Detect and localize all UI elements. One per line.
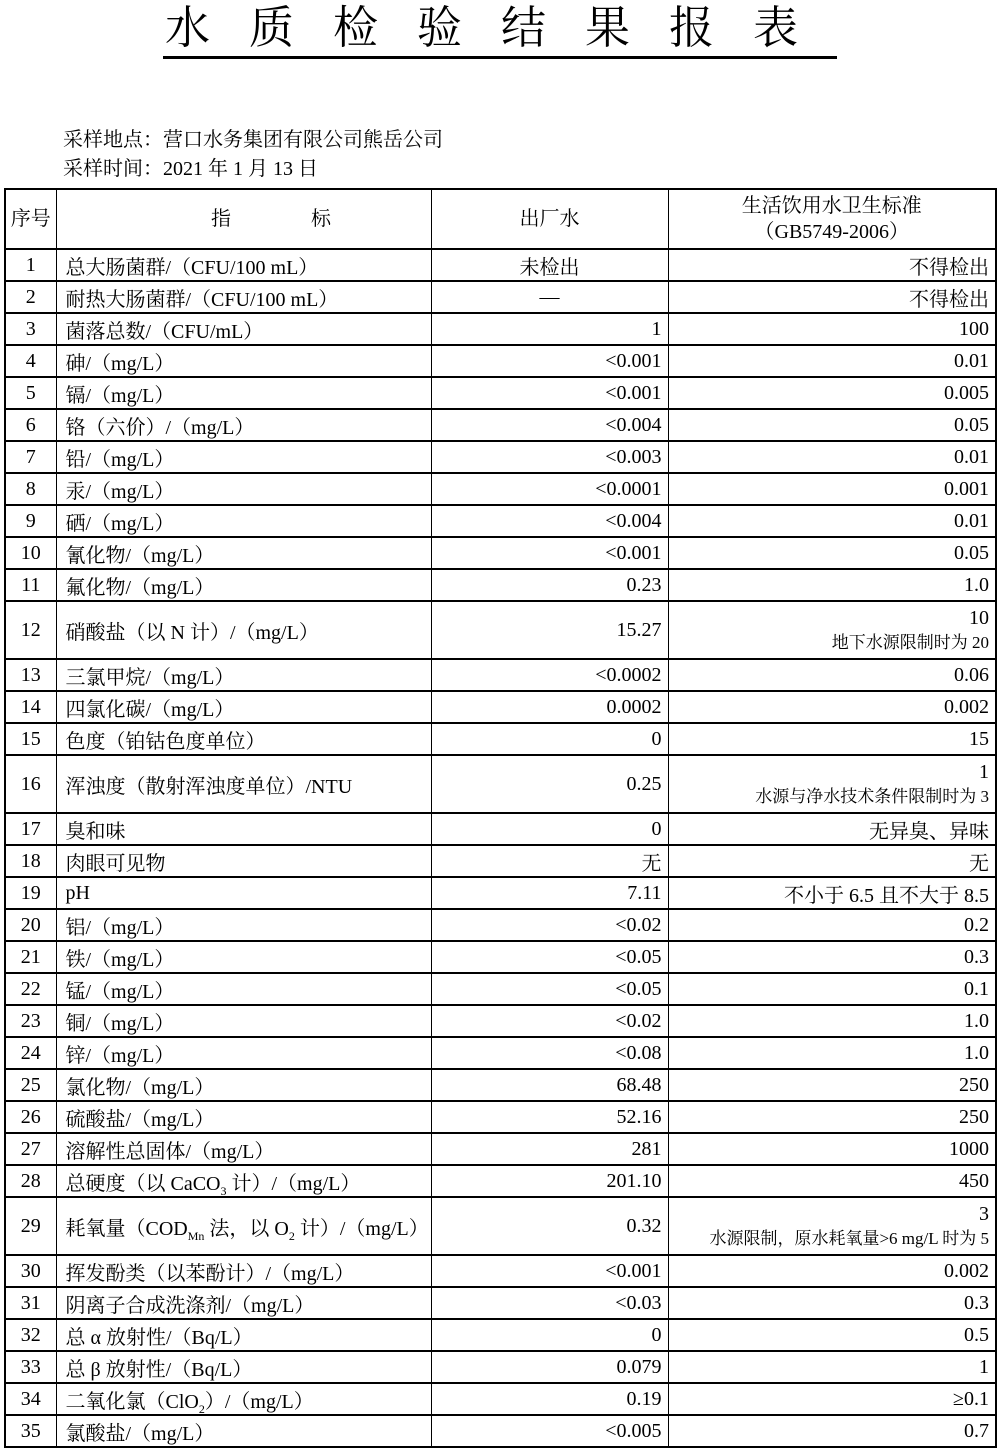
standard-limit: 0.1 — [668, 973, 996, 1005]
table-row — [5, 1319, 996, 1351]
col-header-no: 序号 — [5, 189, 56, 249]
indicator-label: 总 α 放射性/（Bq/L） — [56, 1319, 431, 1351]
row-number: 24 — [5, 1037, 56, 1069]
table-row — [5, 1133, 996, 1165]
standard-limit: 0.01 — [668, 441, 996, 473]
standard-limit — [668, 601, 996, 659]
standard-limit — [668, 1197, 996, 1255]
row-number: 27 — [5, 1133, 56, 1165]
indicator-label: 硒/（mg/L） — [56, 505, 431, 537]
factory-water-value: <0.0001 — [431, 473, 668, 505]
standard-limit: 无异臭、异味 — [668, 813, 996, 845]
indicator-label: 铅/（mg/L） — [56, 441, 431, 473]
factory-water-value: <0.02 — [431, 909, 668, 941]
factory-water-value: 0.23 — [431, 569, 668, 601]
report-title-wrap — [0, 3, 1000, 59]
indicator-label: 锰/（mg/L） — [56, 973, 431, 1005]
standard-limit: 1.0 — [668, 1005, 996, 1037]
standard-limit — [668, 755, 996, 813]
factory-water-value: 0.32 — [431, 1197, 668, 1255]
factory-water-value: <0.001 — [431, 345, 668, 377]
row-number: 23 — [5, 1005, 56, 1037]
sample-meta — [63, 126, 443, 184]
factory-water-value: 0.079 — [431, 1351, 668, 1383]
table-row — [5, 1101, 996, 1133]
table-row — [5, 601, 996, 659]
standard-limit: 15 — [668, 723, 996, 755]
factory-water-value: 0.19 — [431, 1383, 668, 1415]
factory-water-value: <0.005 — [431, 1415, 668, 1447]
factory-water-value: 0 — [431, 813, 668, 845]
factory-water-value: <0.001 — [431, 537, 668, 569]
indicator-label: 挥发酚类（以苯酚计）/（mg/L） — [56, 1255, 431, 1287]
table-row — [5, 845, 996, 877]
table-row — [5, 313, 996, 345]
factory-water-value: <0.03 — [431, 1287, 668, 1319]
indicator-label: 镉/（mg/L） — [56, 377, 431, 409]
header-row — [5, 189, 996, 249]
row-number: 35 — [5, 1415, 56, 1447]
col-header-standard — [668, 189, 996, 249]
factory-water-value: <0.004 — [431, 505, 668, 537]
indicator-label: 铬（六价）/（mg/L） — [56, 409, 431, 441]
report-title: 水质检验结果报表 — [163, 3, 837, 59]
sample-location-line: 采样地点：营口水务集团有限公司熊岳公司 — [63, 129, 443, 151]
factory-water-value: 7.11 — [431, 877, 668, 909]
table-row — [5, 1037, 996, 1069]
standard-limit-value: 3 — [979, 1202, 989, 1225]
indicator-label: 铜/（mg/L） — [56, 1005, 431, 1037]
row-number: 14 — [5, 691, 56, 723]
factory-water-value: 未检出 — [431, 249, 668, 281]
row-number: 31 — [5, 1287, 56, 1319]
standard-limit: 0.3 — [668, 941, 996, 973]
row-number: 34 — [5, 1383, 56, 1415]
table-row — [5, 691, 996, 723]
standard-limit-value: 1 — [979, 760, 989, 783]
table-row — [5, 941, 996, 973]
factory-water-value: <0.08 — [431, 1037, 668, 1069]
standard-limit: 450 — [668, 1165, 996, 1197]
indicator-label: 菌落总数/（CFU/mL） — [56, 313, 431, 345]
standard-limit: 1.0 — [668, 1037, 996, 1069]
standard-limit-note: 水源限制，原水耗氧量>6 mg/L 时为 5 — [709, 1228, 989, 1248]
table-row — [5, 1287, 996, 1319]
factory-water-value: 0 — [431, 1319, 668, 1351]
row-number: 32 — [5, 1319, 56, 1351]
table-row — [5, 1415, 996, 1447]
row-number: 28 — [5, 1165, 56, 1197]
indicator-label: 色度（铂钴色度单位） — [56, 723, 431, 755]
factory-water-value: 15.27 — [431, 601, 668, 659]
table-row — [5, 281, 996, 313]
standard-limit: 0.5 — [668, 1319, 996, 1351]
row-number: 5 — [5, 377, 56, 409]
standard-limit: 1.0 — [668, 569, 996, 601]
row-number: 17 — [5, 813, 56, 845]
col-header-indicator: 指 标 — [56, 189, 431, 249]
row-number: 15 — [5, 723, 56, 755]
standard-limit-note: 地下水源限制时为 20 — [831, 632, 989, 652]
factory-water-value: 0.0002 — [431, 691, 668, 723]
table-row — [5, 1383, 996, 1415]
indicator-label: 硫酸盐/（mg/L） — [56, 1101, 431, 1133]
standard-limit: 不得检出 — [668, 281, 996, 313]
standard-limit: 250 — [668, 1069, 996, 1101]
factory-water-value: 68.48 — [431, 1069, 668, 1101]
factory-water-value: 0 — [431, 723, 668, 755]
table-row — [5, 755, 996, 813]
table-row — [5, 249, 996, 281]
factory-water-value: 0.25 — [431, 755, 668, 813]
table-row — [5, 1197, 996, 1255]
table-row — [5, 1005, 996, 1037]
table-row — [5, 377, 996, 409]
indicator-label: 铁/（mg/L） — [56, 941, 431, 973]
row-number: 18 — [5, 845, 56, 877]
row-number: 20 — [5, 909, 56, 941]
table-row — [5, 877, 996, 909]
row-number: 33 — [5, 1351, 56, 1383]
row-number: 13 — [5, 659, 56, 691]
indicator-label: 氰化物/（mg/L） — [56, 537, 431, 569]
indicator-label: 浑浊度（散射浑浊度单位）/NTU — [56, 755, 431, 813]
factory-water-value: 无 — [431, 845, 668, 877]
standard-limit: 0.2 — [668, 909, 996, 941]
indicator-label: 臭和味 — [56, 813, 431, 845]
sample-time-line: 采样时间：2021 年 1 月 13 日 — [63, 158, 318, 180]
row-number: 21 — [5, 941, 56, 973]
factory-water-value: <0.001 — [431, 377, 668, 409]
row-number: 4 — [5, 345, 56, 377]
row-number: 3 — [5, 313, 56, 345]
table-row — [5, 441, 996, 473]
indicator-label: 三氯甲烷/（mg/L） — [56, 659, 431, 691]
factory-water-value: <0.05 — [431, 973, 668, 1005]
row-number: 16 — [5, 755, 56, 813]
factory-water-value: <0.05 — [431, 941, 668, 973]
table-row — [5, 813, 996, 845]
standard-limit: 0.3 — [668, 1287, 996, 1319]
standard-limit: 0.01 — [668, 345, 996, 377]
results-table-body — [5, 249, 996, 1447]
row-number: 2 — [5, 281, 56, 313]
indicator-label: 氟化物/（mg/L） — [56, 569, 431, 601]
row-number: 29 — [5, 1197, 56, 1255]
indicator-label: 铝/（mg/L） — [56, 909, 431, 941]
factory-water-value: 1 — [431, 313, 668, 345]
indicator-label: 总大肠菌群/（CFU/100 mL） — [56, 249, 431, 281]
indicator-label: 溶解性总固体/（mg/L） — [56, 1133, 431, 1165]
row-number: 25 — [5, 1069, 56, 1101]
standard-limit: 0.002 — [668, 691, 996, 723]
table-row — [5, 505, 996, 537]
row-number: 22 — [5, 973, 56, 1005]
factory-water-value: 201.10 — [431, 1165, 668, 1197]
standard-limit: 0.002 — [668, 1255, 996, 1287]
col-header-factory-water: 出厂水 — [431, 189, 668, 249]
standard-limit: 0.005 — [668, 377, 996, 409]
table-row — [5, 409, 996, 441]
table-row — [5, 537, 996, 569]
standard-limit: 250 — [668, 1101, 996, 1133]
row-number: 9 — [5, 505, 56, 537]
table-row — [5, 723, 996, 755]
row-number: 19 — [5, 877, 56, 909]
indicator-label: 氯化物/（mg/L） — [56, 1069, 431, 1101]
table-row — [5, 1351, 996, 1383]
standard-limit: 1000 — [668, 1133, 996, 1165]
row-number: 6 — [5, 409, 56, 441]
standard-header-line1: 生活饮用水卫生标准 — [741, 195, 922, 217]
results-table — [4, 188, 997, 1448]
standard-limit: ≥0.1 — [668, 1383, 996, 1415]
standard-limit: 0.7 — [668, 1415, 996, 1447]
factory-water-value: <0.02 — [431, 1005, 668, 1037]
table-row — [5, 1069, 996, 1101]
indicator-label: pH — [56, 877, 431, 909]
table-row — [5, 1165, 996, 1197]
indicator-label: 砷/（mg/L） — [56, 345, 431, 377]
indicator-label: 总 β 放射性/（Bq/L） — [56, 1351, 431, 1383]
standard-limit: 0.06 — [668, 659, 996, 691]
standard-limit: 1 — [668, 1351, 996, 1383]
standard-limit: 不小于 6.5 且不大于 8.5 — [668, 877, 996, 909]
factory-water-value: <0.001 — [431, 1255, 668, 1287]
standard-limit: 0.01 — [668, 505, 996, 537]
standard-limit: 0.05 — [668, 409, 996, 441]
standard-limit: 不得检出 — [668, 249, 996, 281]
indicator-label: 四氯化碳/（mg/L） — [56, 691, 431, 723]
standard-header-line2: （GB5749-2006） — [754, 221, 909, 243]
indicator-label: 锌/（mg/L） — [56, 1037, 431, 1069]
table-row — [5, 909, 996, 941]
row-number: 11 — [5, 569, 56, 601]
standard-limit-note: 水源与净水技术条件限制时为 3 — [755, 786, 989, 806]
table-row — [5, 569, 996, 601]
row-number: 12 — [5, 601, 56, 659]
table-row — [5, 473, 996, 505]
row-number: 30 — [5, 1255, 56, 1287]
factory-water-value: — — [431, 281, 668, 313]
table-row — [5, 345, 996, 377]
table-row — [5, 659, 996, 691]
row-number: 10 — [5, 537, 56, 569]
indicator-label: 硝酸盐（以 N 计）/（mg/L） — [56, 601, 431, 659]
factory-water-value: <0.003 — [431, 441, 668, 473]
indicator-label: 二氧化氯（ClO$_2$）/（mg/L） — [56, 1383, 431, 1415]
standard-limit: 0.05 — [668, 537, 996, 569]
indicator-label: 耐热大肠菌群/（CFU/100 mL） — [56, 281, 431, 313]
factory-water-value: <0.004 — [431, 409, 668, 441]
row-number: 26 — [5, 1101, 56, 1133]
factory-water-value: 52.16 — [431, 1101, 668, 1133]
row-number: 1 — [5, 249, 56, 281]
indicator-label: 阴离子合成洗涤剂/（mg/L） — [56, 1287, 431, 1319]
indicator-label: 汞/（mg/L） — [56, 473, 431, 505]
factory-water-value: <0.0002 — [431, 659, 668, 691]
indicator-label: 氯酸盐/（mg/L） — [56, 1415, 431, 1447]
row-number: 7 — [5, 441, 56, 473]
indicator-label: 耗氧量（$COD_{Mn}$ 法，以 $O_2$ 计）/（mg/L） — [56, 1197, 431, 1255]
standard-limit: 100 — [668, 313, 996, 345]
standard-limit: 无 — [668, 845, 996, 877]
table-row — [5, 1255, 996, 1287]
table-row — [5, 973, 996, 1005]
factory-water-value: 281 — [431, 1133, 668, 1165]
standard-limit: 0.001 — [668, 473, 996, 505]
row-number: 8 — [5, 473, 56, 505]
standard-limit-value: 10 — [969, 606, 989, 629]
indicator-label: 总硬度（以 CaCO$_3$ 计）/（mg/L） — [56, 1165, 431, 1197]
indicator-label: 肉眼可见物 — [56, 845, 431, 877]
